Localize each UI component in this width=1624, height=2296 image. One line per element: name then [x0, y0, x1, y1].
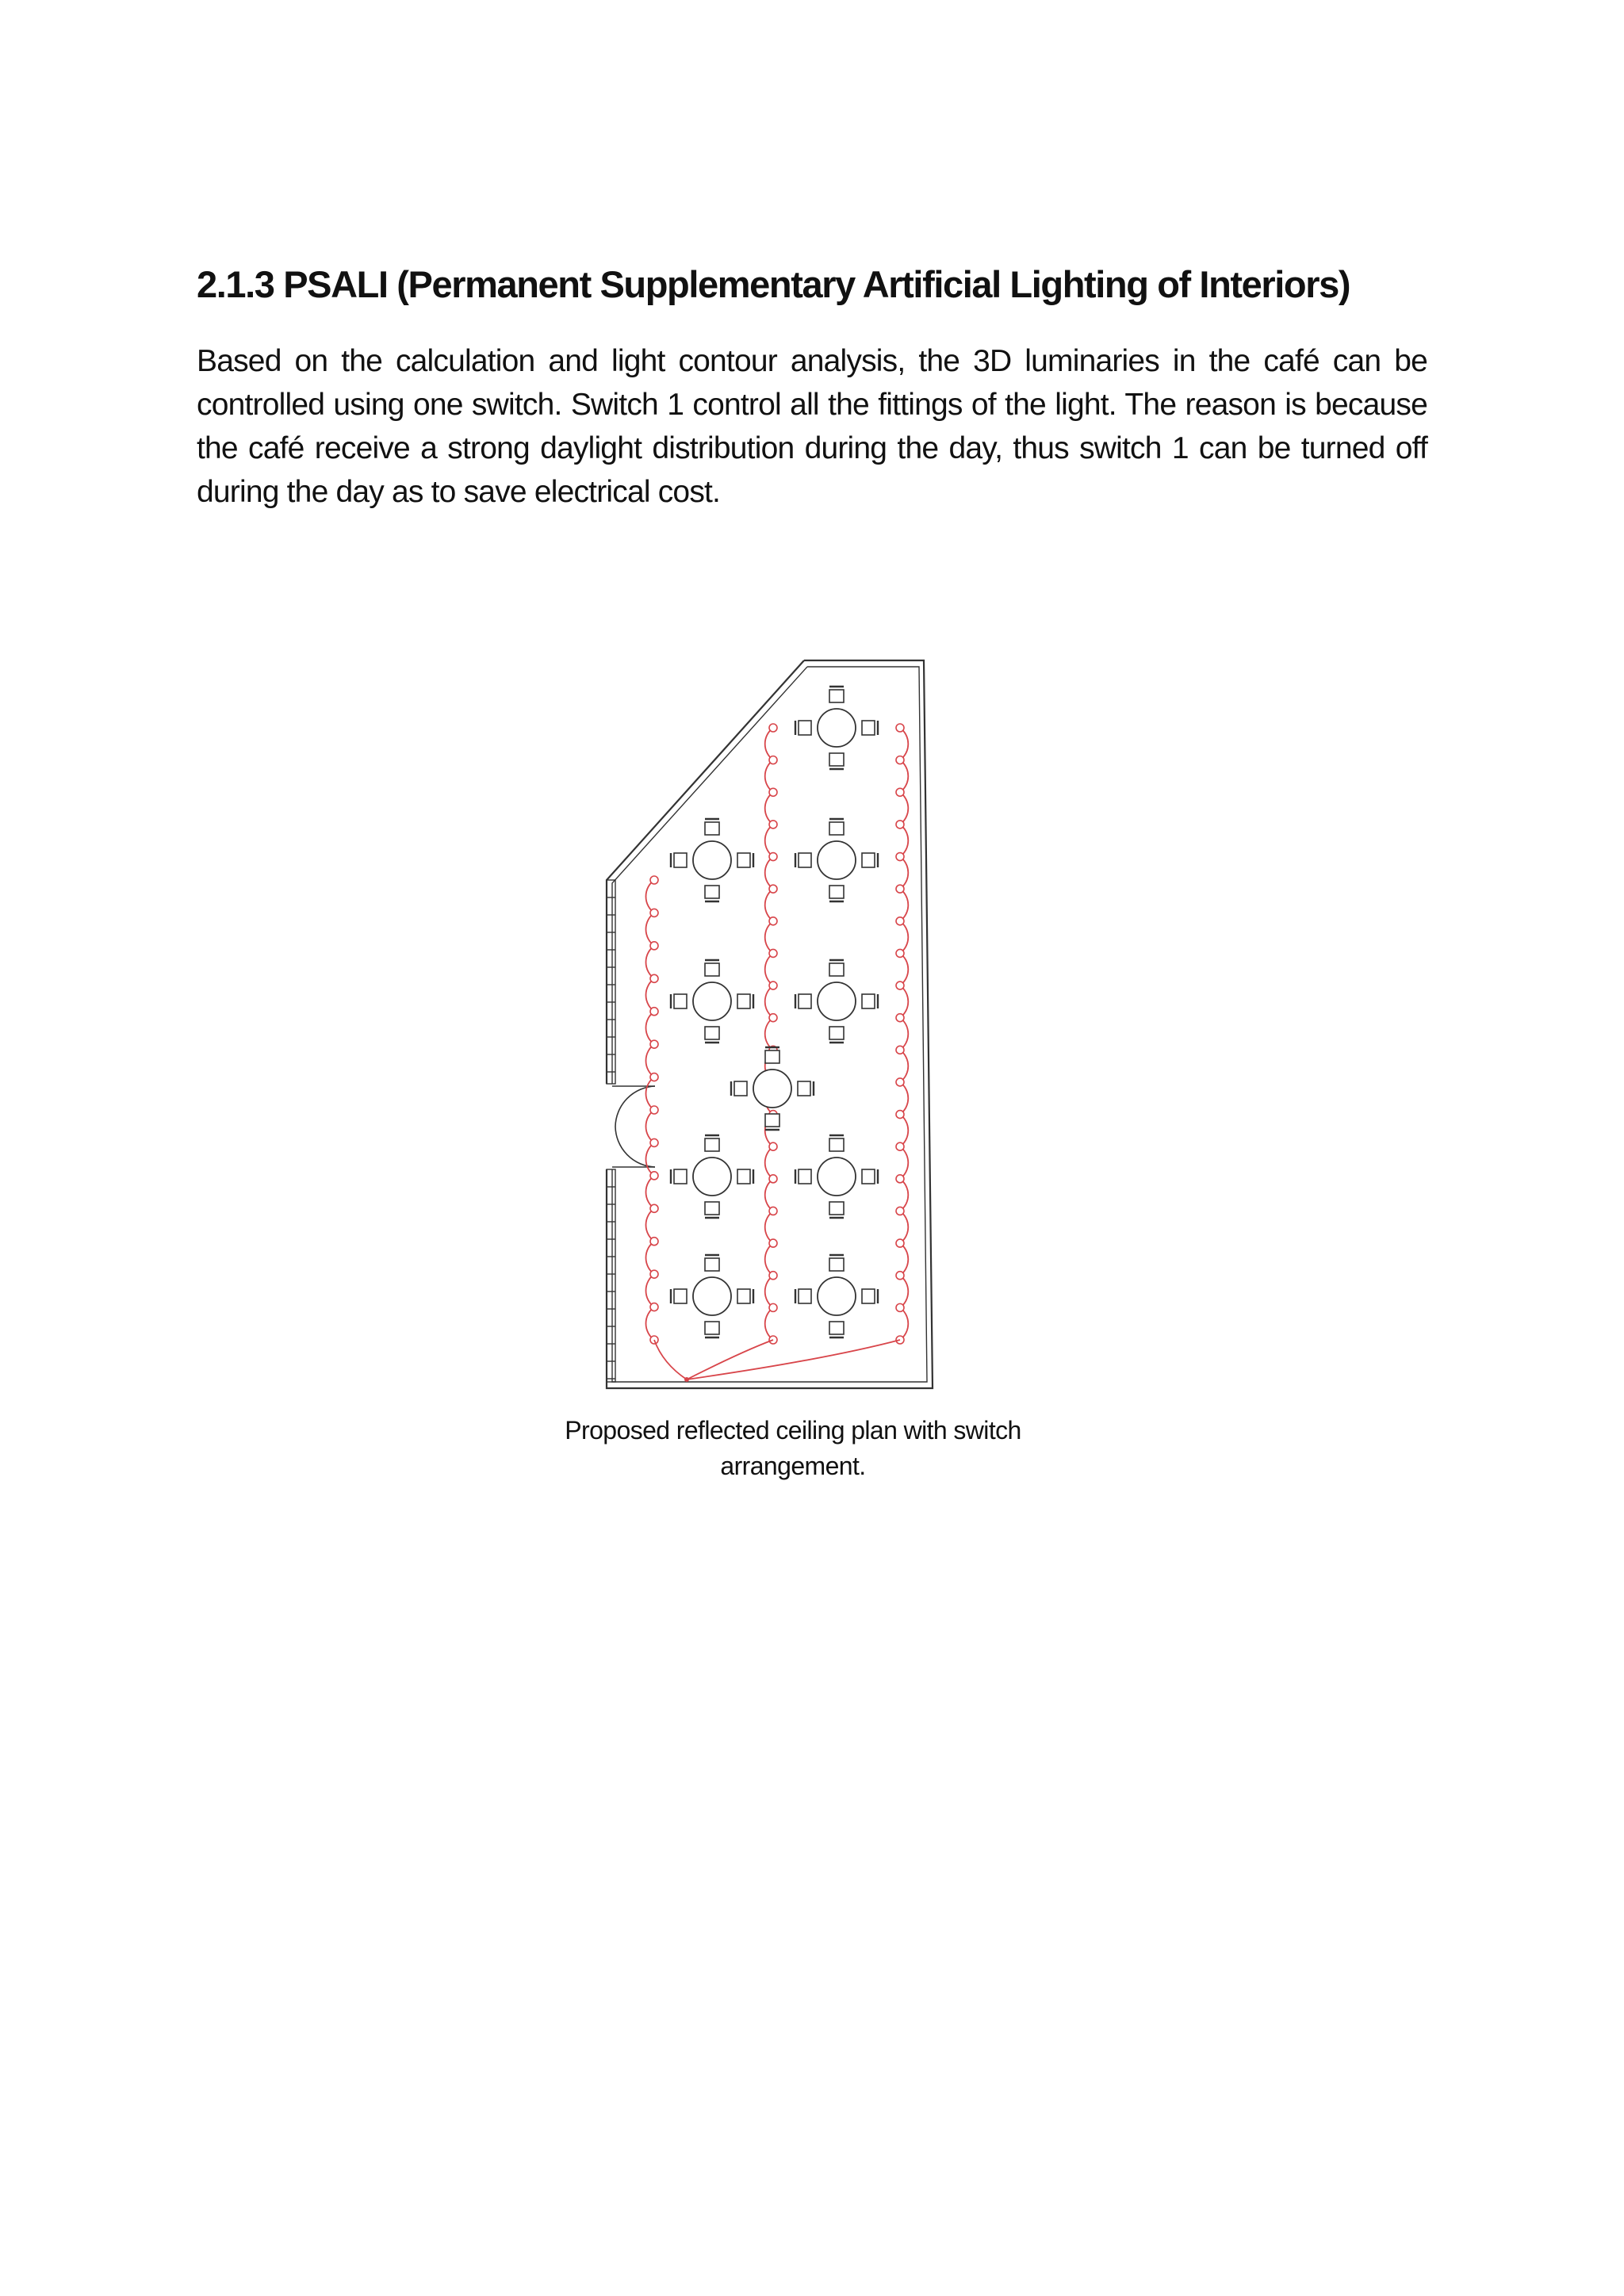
- chair: [705, 1027, 719, 1039]
- circuit-arc: [765, 1018, 773, 1050]
- luminaire: [896, 724, 904, 732]
- window-band: [607, 1169, 615, 1382]
- circuit-arc: [646, 1044, 654, 1077]
- reflected-ceiling-plan-figure: [587, 642, 952, 1395]
- luminaire: [650, 1172, 658, 1180]
- chair: [862, 721, 875, 735]
- round-table-set: [795, 819, 878, 901]
- circuit-arc: [646, 913, 654, 945]
- luminaire: [769, 1142, 777, 1150]
- circuit-arc: [900, 1307, 908, 1340]
- luminaire: [769, 917, 777, 925]
- luminaire: [896, 885, 904, 893]
- circuit-arc: [646, 1110, 654, 1142]
- round-table: [818, 982, 856, 1020]
- chair: [862, 853, 875, 867]
- chair: [674, 994, 687, 1008]
- luminaire: [769, 788, 777, 796]
- luminaire: [896, 1078, 904, 1086]
- circuit-arc: [900, 760, 908, 793]
- circuit-arc: [765, 728, 773, 760]
- section-paragraph: Based on the calculation and light contour analysis, the 3D luminaries in the café can be controlled using one switch. Switch 1 control all the fittings of the light. The reason is because the café receive a strong daylight distribution during the day, thus switch 1 can be turned off during the day as to save electrical cost.: [197, 344, 1427, 509]
- circuit-arc: [900, 728, 908, 760]
- circuit-arc: [765, 889, 773, 921]
- circuit-arc: [900, 1050, 908, 1082]
- circuit-arc: [900, 1276, 908, 1308]
- chair: [705, 1138, 719, 1151]
- chair: [829, 1258, 844, 1271]
- luminaire: [896, 1014, 904, 1022]
- door-swing-arc: [615, 1127, 655, 1167]
- circuit-arc: [646, 1242, 654, 1274]
- circuit-arc: [765, 953, 773, 985]
- circuit-arc: [900, 1018, 908, 1050]
- luminaire: [769, 1207, 777, 1215]
- round-table: [818, 709, 856, 747]
- luminaire: [896, 1046, 904, 1054]
- chair: [799, 721, 811, 735]
- circuit-arc: [900, 1115, 908, 1147]
- chair: [674, 853, 687, 867]
- door-swing-arc: [615, 1086, 655, 1127]
- luminaire: [896, 1142, 904, 1150]
- chair: [862, 1289, 875, 1303]
- chair: [798, 1081, 810, 1096]
- chair: [765, 1050, 779, 1063]
- circuit-arc: [765, 857, 773, 890]
- chair: [734, 1081, 747, 1096]
- circuit-arc: [646, 1142, 654, 1175]
- circuit-arc: [765, 1307, 773, 1340]
- chair: [799, 994, 811, 1008]
- circuit-arc: [646, 1176, 654, 1208]
- chair: [737, 853, 750, 867]
- chair: [829, 822, 844, 835]
- luminaire: [769, 982, 777, 989]
- chair: [737, 1169, 750, 1184]
- circuit-arc: [900, 825, 908, 857]
- window-band: [607, 880, 615, 1084]
- luminaire: [769, 1303, 777, 1311]
- section-heading: 2.1.3 PSALI (Permanent Supplementary Artificial Lighting of Interiors): [197, 263, 1350, 305]
- round-table-set: [731, 1047, 814, 1130]
- chair: [829, 1138, 844, 1151]
- round-table-set: [671, 1135, 753, 1218]
- luminaire: [896, 949, 904, 957]
- round-table: [693, 841, 731, 879]
- luminaire: [896, 917, 904, 925]
- home-run-wire: [654, 1340, 687, 1380]
- chair: [705, 886, 719, 898]
- round-table: [818, 1158, 856, 1196]
- luminaire: [896, 821, 904, 828]
- circuit-arc: [646, 1274, 654, 1307]
- circuit-arc: [765, 1211, 773, 1243]
- circuit-arc: [765, 1243, 773, 1276]
- luminaire: [769, 1175, 777, 1183]
- chair: [829, 1322, 844, 1334]
- round-table-set: [795, 687, 878, 769]
- circuit-arc: [765, 985, 773, 1018]
- circuit-arc: [900, 985, 908, 1018]
- luminaire: [650, 1204, 658, 1212]
- chair: [705, 963, 719, 976]
- chair: [705, 822, 719, 835]
- luminaire: [650, 1040, 658, 1048]
- chair: [829, 963, 844, 976]
- luminaire: [769, 853, 777, 861]
- luminaire: [650, 1073, 658, 1081]
- luminaire: [650, 1106, 658, 1114]
- circuit-arc: [900, 792, 908, 825]
- switch-point: [684, 1377, 689, 1382]
- luminaire: [769, 885, 777, 893]
- luminaire: [896, 756, 904, 764]
- chair: [862, 994, 875, 1008]
- luminaire: [650, 876, 658, 884]
- luminaire: [769, 1014, 777, 1022]
- circuit-arc: [900, 1243, 908, 1276]
- circuit-arc: [765, 760, 773, 793]
- luminaire: [896, 1207, 904, 1215]
- circuit-arc: [900, 1211, 908, 1243]
- luminaire: [896, 1272, 904, 1280]
- luminaire: [896, 788, 904, 796]
- luminaire: [769, 724, 777, 732]
- chair: [799, 1169, 811, 1184]
- circuit-arc: [765, 1146, 773, 1179]
- round-table-set: [795, 1255, 878, 1337]
- round-table: [693, 1277, 731, 1315]
- round-table: [753, 1070, 791, 1108]
- chair: [737, 994, 750, 1008]
- luminaire: [769, 1272, 777, 1280]
- circuit-arc: [646, 978, 654, 1011]
- window-mullions: [607, 880, 615, 1382]
- luminaire: [650, 1008, 658, 1016]
- circuit-arc: [765, 1179, 773, 1211]
- round-table-set: [795, 1135, 878, 1218]
- luminaire: [769, 949, 777, 957]
- chair: [829, 1202, 844, 1215]
- chair: [829, 1027, 844, 1039]
- luminaire: [650, 974, 658, 982]
- chair: [799, 853, 811, 867]
- luminaire: [650, 1303, 658, 1311]
- circuit-arc: [765, 792, 773, 825]
- chair: [829, 753, 844, 766]
- circuit-arc: [900, 857, 908, 890]
- circuit-arc: [765, 921, 773, 954]
- circuit-arc: [900, 1082, 908, 1115]
- home-run-wire: [687, 1340, 900, 1380]
- round-table-set: [671, 960, 753, 1043]
- entrance-door: [612, 1086, 655, 1167]
- figure-caption: Proposed reflected ceiling plan with switch arrangement.: [565, 1416, 1021, 1480]
- chair: [737, 1289, 750, 1303]
- circuit-arc: [646, 1307, 654, 1340]
- circuit-arc: [646, 880, 654, 913]
- round-table-set: [671, 1255, 753, 1337]
- circuit-arc: [646, 1077, 654, 1110]
- luminaire: [896, 1303, 904, 1311]
- luminaire: [896, 982, 904, 989]
- luminaire: [769, 821, 777, 828]
- round-table: [818, 1277, 856, 1315]
- circuit-arc: [646, 1012, 654, 1044]
- round-table: [693, 1158, 731, 1196]
- chair: [799, 1289, 811, 1303]
- luminaire: [896, 853, 904, 861]
- chair: [674, 1169, 687, 1184]
- luminaire: [650, 1270, 658, 1278]
- luminaire: [650, 909, 658, 916]
- circuit-arc: [900, 1179, 908, 1211]
- circuit-arc: [646, 946, 654, 978]
- luminaire: [650, 1138, 658, 1146]
- round-table: [818, 841, 856, 879]
- round-table: [693, 982, 731, 1020]
- circuit-arc: [646, 1208, 654, 1241]
- chair: [862, 1169, 875, 1184]
- chair: [705, 1258, 719, 1271]
- round-table-set: [671, 819, 753, 901]
- circuit-arc: [900, 921, 908, 954]
- chair: [765, 1114, 779, 1127]
- round-table-set: [795, 960, 878, 1043]
- circuit-arc: [900, 1146, 908, 1179]
- luminaire: [896, 1111, 904, 1119]
- luminaire: [769, 1239, 777, 1247]
- chair: [705, 1322, 719, 1334]
- circuit-arc: [900, 889, 908, 921]
- chair: [674, 1289, 687, 1303]
- circuit-arc: [765, 825, 773, 857]
- luminaire: [896, 1175, 904, 1183]
- chair: [829, 886, 844, 898]
- ceiling-plan-drawing: [587, 642, 952, 1395]
- chair: [829, 690, 844, 702]
- luminaire: [650, 942, 658, 950]
- luminaire: [650, 1238, 658, 1246]
- luminaire: [896, 1239, 904, 1247]
- chair: [705, 1202, 719, 1215]
- luminaire: [769, 756, 777, 764]
- circuit-arc: [765, 1276, 773, 1308]
- circuit-arc: [900, 953, 908, 985]
